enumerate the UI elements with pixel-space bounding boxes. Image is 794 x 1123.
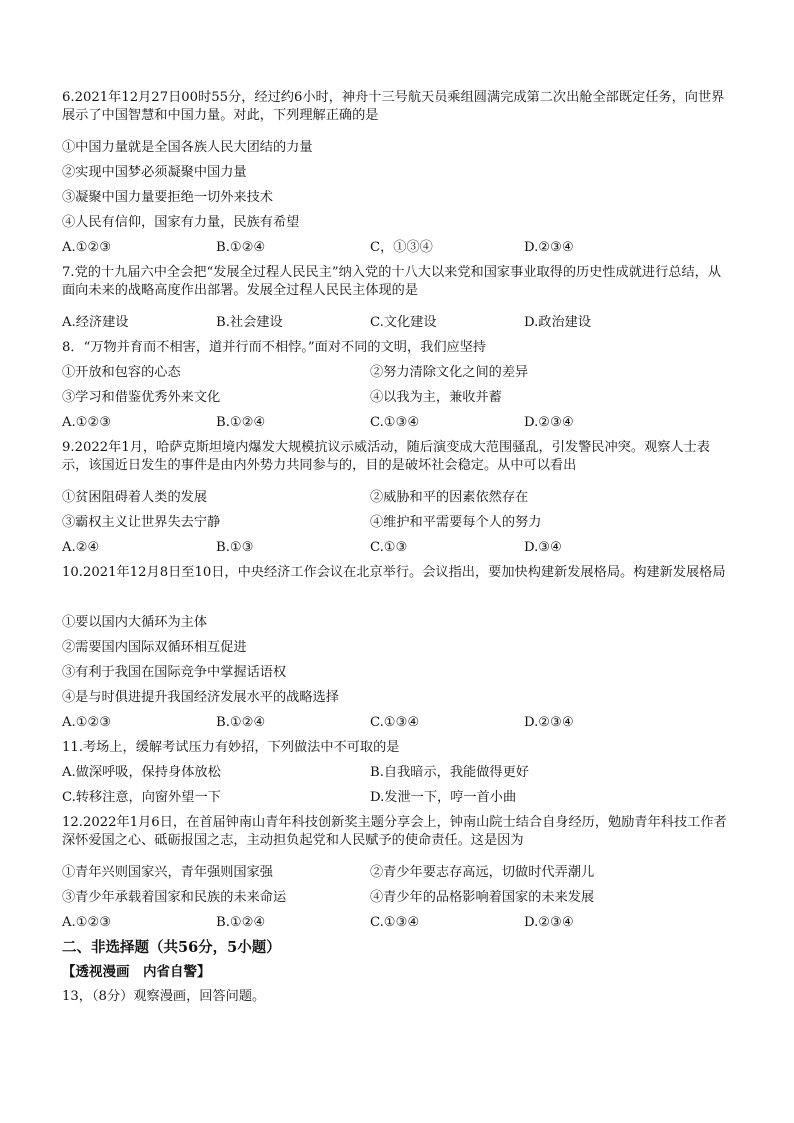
q12-stem: 12.2022年1月6日，在首届钟南山青年科技创新奖主题分享会上，钟南山院士结合自身经历，勉励青年科技工作者深怀爱国之心、砥砺报国之志，主动担负起党和人民赋予的使命责任。这是因为 — [62, 815, 727, 848]
q6-stem: 6.2021年12月27日00时55分，经过约6小时，神舟十三号航天员乘组圆满完成第二次出舱全部既定任务，向世界展示了中国智慧和中国力量。对此，下列理解正确的是 — [62, 90, 725, 123]
q10-option-d: D.②③④ — [524, 715, 574, 730]
q6-option-a: A.①②③ — [62, 240, 112, 255]
q6-option-d: D.②③④ — [524, 240, 574, 255]
q10-statement-4: ④是与时俱进提升我国经济发展水平的战略选择 — [62, 690, 339, 705]
q6-statement-2: ②实现中国梦必须凝聚中国力量 — [62, 165, 247, 180]
q12-statement-1: ①青年兴则国家兴，青年强则国家强 — [62, 865, 273, 880]
q7-option-d: D.政治建设 — [524, 315, 592, 330]
q9-option-d: D.③④ — [524, 540, 562, 555]
q9-statement-2: ②威胁和平的因素依然存在 — [370, 490, 529, 505]
q9-statement-1: ①贫困阻碍着人类的发展 — [62, 490, 208, 505]
q11-stem: 11.考场上，缓解考试压力有妙招，下列做法中不可取的是 — [62, 740, 400, 755]
q12-option-a: A.①②③ — [62, 915, 112, 930]
q10-stem: 10.2021年12月8日至10日，中央经济工作会议在北京举行。会议指出，要加快构建新发展格局。构建新发展格局 — [62, 565, 726, 580]
q9-option-c: C.①③ — [370, 540, 408, 555]
q7-stem: 7.党的十九届六中全会把“发展全过程人民民主”纳入党的十八大以来党和国家事业取得的历史性成就进行总结，从面向未来的战略高度作出部署。发展全过程人民民主体现的是 — [62, 265, 722, 298]
q8-statement-2: ②努力清除文化之间的差异 — [370, 365, 529, 380]
q9-stem: 9.2022年1月，哈萨克斯坦境内爆发大规模抗议示威活动，随后演变成大范围骚乱，引发警民冲突。观察人士表示，该国近日发生的事件是由内外势力共同参与的，目的是破坏社会稳定。从中可以看出 — [62, 440, 710, 473]
q9-statement-4: ④维护和平需要每个人的努力 — [370, 515, 542, 530]
section-subheading: 【透视漫画 内省自警】 — [62, 964, 211, 980]
q10-option-b: B.①②④ — [216, 715, 266, 730]
q10-statement-1: ①要以国内大循环为主体 — [62, 615, 208, 630]
q11-option-d: D.发泄一下，哼一首小曲 — [370, 790, 517, 805]
q10-option-c: C.①③④ — [370, 715, 420, 730]
q11-option-c: C.转移注意，向窗外望一下 — [62, 790, 221, 805]
section-heading: 二、非选择题（共56分，5小题） — [62, 939, 281, 956]
q10-option-a: A.①②③ — [62, 715, 112, 730]
q6-statement-3: ③凝聚中国力量要拒绝一切外来技术 — [62, 190, 273, 205]
q12-option-c: C.①③④ — [370, 915, 420, 930]
q6-statement-1: ①中国力量就是全国各族人民大团结的力量 — [62, 140, 313, 155]
q9-option-b: B.①③ — [216, 540, 254, 555]
q8-stem: 8．“万物并育而不相害，道并行而不相悖。”面对不同的文明，我们应坚持 — [62, 340, 487, 355]
q11-option-a: A.做深呼吸，保持身体放松 — [62, 765, 221, 780]
q9-statement-3: ③霸权主义让世界失去宁静 — [62, 515, 221, 530]
q6-option-c: C，①③④ — [370, 240, 433, 255]
q12-statement-3: ③青少年承载着国家和民族的未来命运 — [62, 890, 287, 905]
q8-option-a: A.①②③ — [62, 415, 112, 430]
q6-option-b: B.①②④ — [216, 240, 266, 255]
q7-option-b: B.社会建设 — [216, 315, 283, 330]
q8-option-b: B.①②④ — [216, 415, 266, 430]
q12-statement-2: ②青少年要志存高远，切做时代弄潮儿 — [370, 865, 595, 880]
q13-stem: 13，（8分）观察漫画，回答问题。 — [62, 989, 266, 1004]
q8-statement-3: ③学习和借鉴优秀外来文化 — [62, 390, 221, 405]
q11-option-b: B.自我暗示，我能做得更好 — [370, 765, 529, 780]
q7-option-a: A.经济建设 — [62, 315, 129, 330]
q6-statement-4: ④人民有信仰，国家有力量，民族有希望 — [62, 215, 300, 230]
q8-option-d: D.②③④ — [524, 415, 574, 430]
q10-statement-3: ③有利于我国在国际竞争中掌握话语权 — [62, 665, 287, 680]
q12-statement-4: ④青少年的品格影响着国家的未来发展 — [370, 890, 595, 905]
q12-option-b: B.①②④ — [216, 915, 266, 930]
q9-option-a: A.②④ — [62, 540, 100, 555]
q7-option-c: C.文化建设 — [370, 315, 437, 330]
q8-statement-4: ④以我为主，兼收并蓄 — [370, 390, 502, 405]
q10-statement-2: ②需要国内国际双循环相互促进 — [62, 640, 247, 655]
q8-option-c: C.①③④ — [370, 415, 420, 430]
q8-statement-1: ①开放和包容的心态 — [62, 365, 181, 380]
q12-option-d: D.②③④ — [524, 915, 574, 930]
